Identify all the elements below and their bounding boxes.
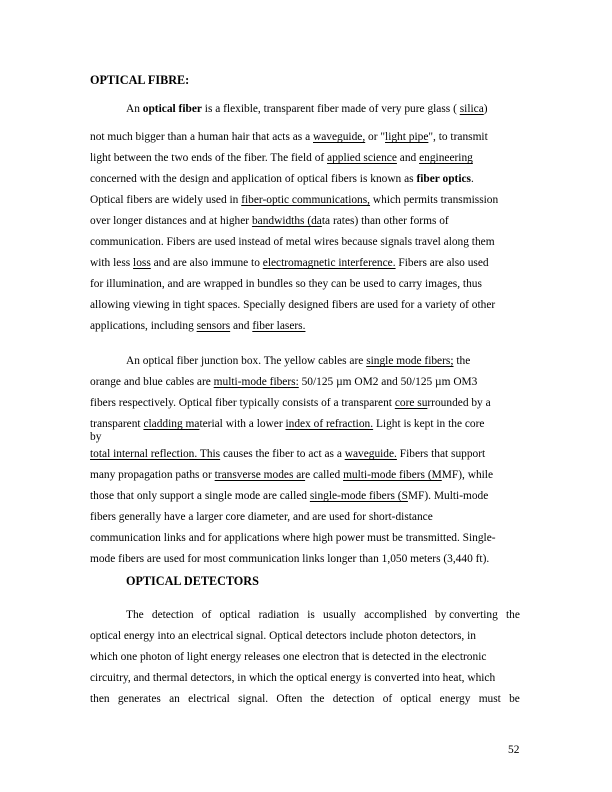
link-multi-mode-fibers[interactable]: multi-mode fibers:	[213, 376, 299, 388]
text-line: over longer distances and at higher bandwidths (data rates) than other forms of	[90, 215, 449, 227]
link-engineering[interactable]: engineering	[419, 152, 473, 164]
text-line: by	[90, 431, 102, 443]
text-line: communication links and for applications where high power must be transmitted. Single-	[90, 532, 496, 544]
link-transverse-modes[interactable]: transverse modes ar	[214, 469, 306, 481]
link-cladding[interactable]: cladding ma	[143, 418, 200, 430]
link-fiber-optic-communications[interactable]: fiber-optic communications,	[241, 194, 371, 206]
text-line: Optical fibers are widely used in fiber-optic communications, which permits transmission	[90, 194, 499, 206]
link-electromagnetic-interference[interactable]: electromagnetic interference.	[262, 257, 396, 269]
link-single-mode-fibers[interactable]: single mode fibers;	[366, 355, 454, 367]
text-line: mode fibers are used for most communication links longer than 1,050 meters (3,440 ft).	[90, 553, 490, 565]
link-index-of-refraction[interactable]: index of refraction.	[285, 418, 374, 430]
text-line-justified: then generates an electrical signal. Often the detection of optical energy must be	[90, 693, 520, 705]
text-line: orange and blue cables are multi-mode fibers: 50/125 µm OM2 and 50/125 µm OM3	[90, 376, 478, 388]
text-line: An optical fiber is a flexible, transparent fiber made of very pure glass ( silica)	[126, 103, 488, 115]
link-fiber-lasers[interactable]: fiber lasers.	[252, 320, 306, 332]
section-heading-optical-detectors: OPTICAL DETECTORS	[126, 574, 259, 588]
text-line: applications, including sensors and fiber lasers.	[90, 320, 306, 332]
text-line: optical energy into an electrical signal. Optical detectors include photon detectors, in	[90, 630, 476, 642]
link-single-mode-fibers-smf[interactable]: single-mode fibers (S	[309, 490, 408, 502]
link-loss[interactable]: loss	[133, 257, 151, 269]
text-line-justified: The detection of optical radiation is usually accomplished by converting the	[126, 609, 520, 621]
text-line: those that only support a single mode are called single-mode fibers (SMF). Multi-mode	[90, 490, 489, 502]
link-light-pipe[interactable]: light pipe	[385, 131, 429, 143]
text-line: fibers generally have a larger core diameter, and are used for short-distance	[90, 511, 433, 523]
text-line: transparent cladding material with a lower index of refraction. Light is kept in the core	[90, 418, 485, 430]
text-line: for illumination, and are wrapped in bundles so they can be used to carry images, thus	[90, 278, 482, 290]
text-line: communication. Fibers are used instead of metal wires because signals travel along them	[90, 236, 495, 248]
text-line: An optical fiber junction box. The yellow cables are single mode fibers; the	[126, 355, 471, 367]
text-line: with less loss and are also immune to electromagnetic interference. Fibers are also used	[90, 257, 489, 269]
text-line: which one photon of light energy releases one electron that is detected in the electronic	[90, 651, 487, 663]
link-core[interactable]: core su	[394, 397, 428, 409]
text-line: light between the two ends of the fiber. The field of applied science and engineering	[90, 152, 473, 164]
text-line: many propagation paths or transverse modes are called multi-mode fibers (MMF), while	[90, 469, 494, 481]
text-line: circuitry, and thermal detectors, in which the optical energy is converted into heat, which	[90, 672, 496, 684]
page-number: 52	[508, 744, 520, 756]
link-bandwidths[interactable]: bandwidths (da	[251, 215, 322, 227]
link-applied-science[interactable]: applied science	[327, 152, 397, 164]
section-heading-optical-fibre: OPTICAL FIBRE:	[90, 73, 190, 87]
link-multi-mode-fibers-mmf[interactable]: multi-mode fibers (M	[343, 469, 442, 481]
text-line: total internal reflection. This causes the fiber to act as a waveguide. Fibers that support	[90, 448, 486, 460]
text-line: allowing viewing in tight spaces. Specially designed fibers are used for a variety of other	[90, 299, 496, 311]
link-total-internal-reflection[interactable]: total internal reflection. This	[90, 448, 221, 460]
link-waveguide-2[interactable]: waveguide.	[344, 448, 397, 460]
text-line: concerned with the design and application of optical fibers is known as fiber optics.	[90, 173, 474, 185]
text-line: not much bigger than a human hair that acts as a waveguide, or "light pipe", to transmit	[90, 131, 488, 143]
text-line: fibers respectively. Optical fiber typically consists of a transparent core surrounded by a	[90, 397, 491, 409]
link-sensors[interactable]: sensors	[196, 320, 231, 332]
link-silica[interactable]: silica	[459, 103, 484, 115]
link-waveguide[interactable]: waveguide,	[313, 131, 366, 143]
